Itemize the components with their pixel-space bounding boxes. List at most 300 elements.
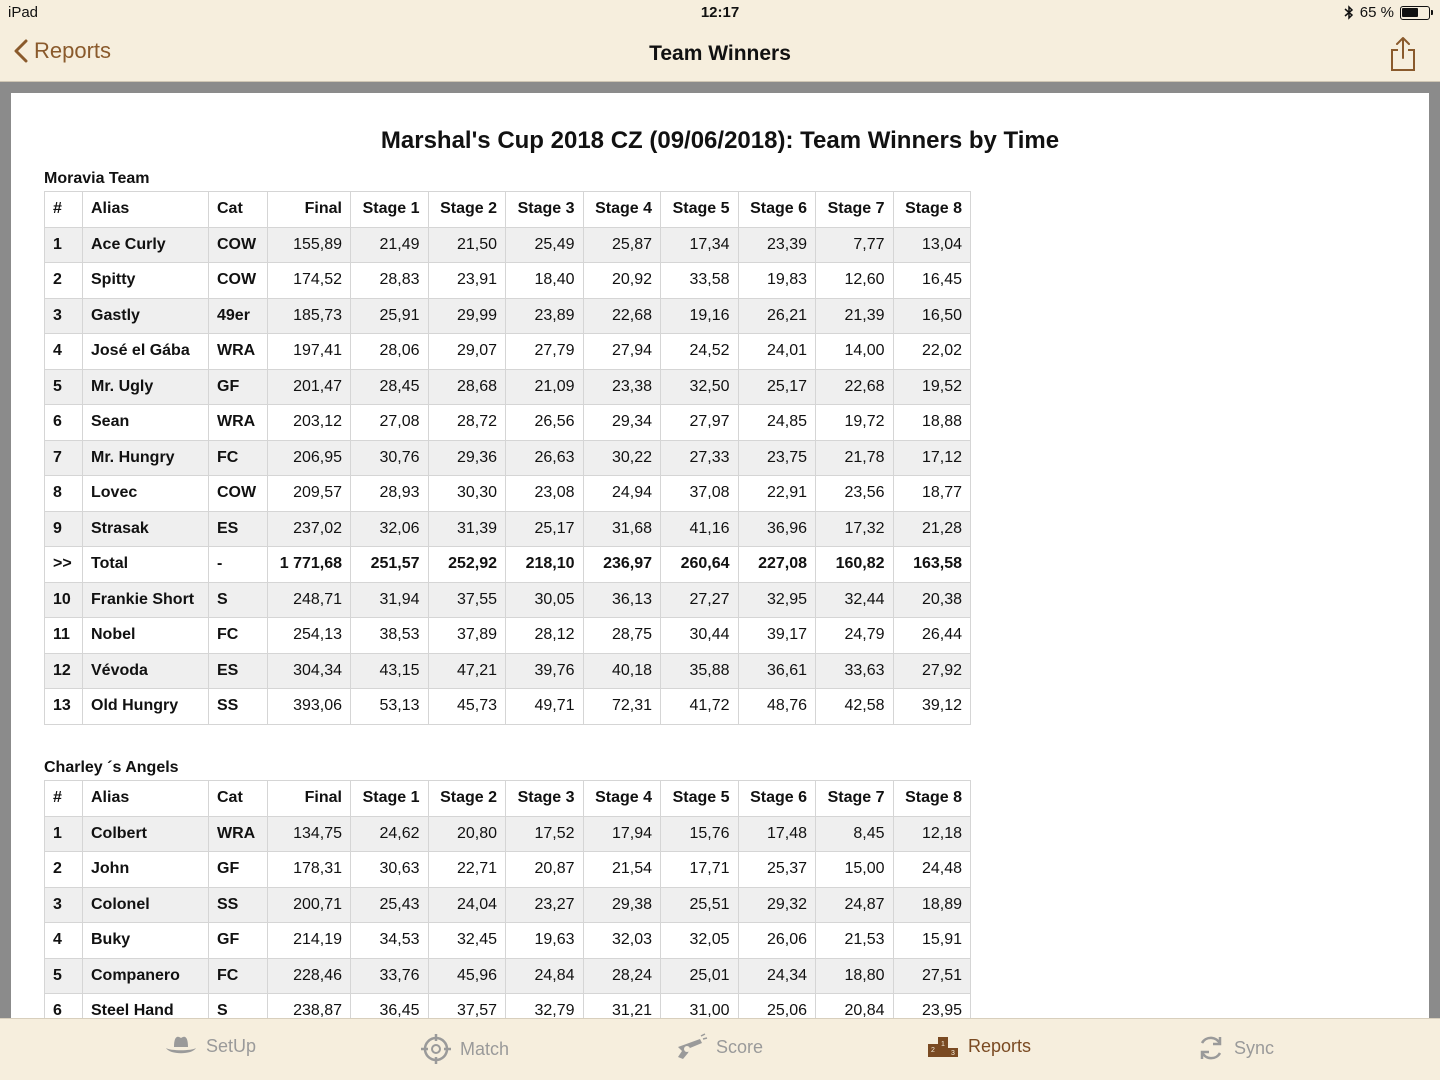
table-row <box>45 227 971 263</box>
table-cell: 28,45 <box>351 369 429 405</box>
column-header: Final <box>268 192 351 228</box>
table-cell: 26,06 <box>738 923 816 959</box>
team-table <box>44 780 971 1018</box>
table-cell: 20,92 <box>583 263 661 299</box>
table-row <box>45 440 971 476</box>
table-cell: 201,47 <box>268 369 351 405</box>
table-cell: 21,53 <box>816 923 894 959</box>
table-cell: 27,27 <box>661 582 739 618</box>
column-header: # <box>45 192 83 228</box>
table-cell: GF <box>209 852 268 888</box>
column-header: Stage 1 <box>351 781 429 817</box>
table-cell: 31,21 <box>583 994 661 1019</box>
table-cell: Frankie Short <box>83 582 209 618</box>
table-cell: 18,89 <box>893 887 971 923</box>
table-cell: 32,05 <box>661 923 739 959</box>
table-cell: 23,89 <box>506 298 584 334</box>
column-header: Stage 1 <box>351 192 429 228</box>
table-cell: 15,91 <box>893 923 971 959</box>
table-cell: 20,87 <box>506 852 584 888</box>
table-cell: 72,31 <box>583 689 661 725</box>
table-cell: 43,15 <box>351 653 429 689</box>
table-cell: 31,39 <box>428 511 506 547</box>
table-cell: 27,97 <box>661 405 739 441</box>
table-cell: 32,50 <box>661 369 739 405</box>
table-cell: 203,12 <box>268 405 351 441</box>
table-cell: 32,03 <box>583 923 661 959</box>
table-cell: 218,10 <box>506 547 584 583</box>
table-cell: 30,30 <box>428 476 506 512</box>
table-cell: - <box>209 547 268 583</box>
table-cell: 18,40 <box>506 263 584 299</box>
hat-icon <box>164 1033 198 1059</box>
table-cell: 260,64 <box>661 547 739 583</box>
table-cell: COW <box>209 263 268 299</box>
table-cell: 13 <box>45 689 83 725</box>
tab-setup[interactable] <box>164 1033 256 1059</box>
table-cell: 185,73 <box>268 298 351 334</box>
table-cell: 25,06 <box>738 994 816 1019</box>
table-cell: 26,56 <box>506 405 584 441</box>
table-cell: 49,71 <box>506 689 584 725</box>
table-cell: 228,46 <box>268 958 351 994</box>
table-cell: FC <box>209 958 268 994</box>
table-cell: 17,52 <box>506 816 584 852</box>
column-header: Alias <box>83 192 209 228</box>
navigation-bar <box>0 28 1440 82</box>
table-cell: 39,12 <box>893 689 971 725</box>
table-cell: 33,58 <box>661 263 739 299</box>
table-cell: 19,16 <box>661 298 739 334</box>
table-cell: 304,34 <box>268 653 351 689</box>
team-name: Charley ´s Angels <box>44 759 179 776</box>
table-cell: GF <box>209 369 268 405</box>
table-cell: 20,80 <box>428 816 506 852</box>
table-cell: ES <box>209 511 268 547</box>
table-cell: Nobel <box>83 618 209 654</box>
column-header: Stage 5 <box>661 781 739 817</box>
table-cell: WRA <box>209 405 268 441</box>
table-cell: 45,96 <box>428 958 506 994</box>
table-cell: 39,76 <box>506 653 584 689</box>
table-cell: 17,34 <box>661 227 739 263</box>
column-header: Alias <box>83 781 209 817</box>
tab-label: Score <box>716 1036 764 1057</box>
table-cell: 30,44 <box>661 618 739 654</box>
table-cell: 37,08 <box>661 476 739 512</box>
table-cell: 6 <box>45 405 83 441</box>
table-cell: 34,53 <box>351 923 429 959</box>
table-cell: 21,50 <box>428 227 506 263</box>
table-cell: 155,89 <box>268 227 351 263</box>
table-cell: 36,13 <box>583 582 661 618</box>
table-cell: 24,87 <box>816 887 894 923</box>
table-cell: 28,75 <box>583 618 661 654</box>
table-cell: José el Gába <box>83 334 209 370</box>
table-cell: 32,45 <box>428 923 506 959</box>
tab-sync[interactable] <box>1196 1033 1274 1063</box>
table-cell: 30,76 <box>351 440 429 476</box>
table-cell: 12 <box>45 653 83 689</box>
table-cell: 24,52 <box>661 334 739 370</box>
table-cell: 5 <box>45 958 83 994</box>
table-cell: 2 <box>45 852 83 888</box>
table-cell: 26,63 <box>506 440 584 476</box>
table-row <box>45 653 971 689</box>
table-cell: 25,37 <box>738 852 816 888</box>
table-cell: 29,07 <box>428 334 506 370</box>
table-cell: 11 <box>45 618 83 654</box>
table-cell: FC <box>209 618 268 654</box>
column-header: # <box>45 781 83 817</box>
table-cell: 28,83 <box>351 263 429 299</box>
column-header: Stage 6 <box>738 192 816 228</box>
table-cell: 27,92 <box>893 653 971 689</box>
table-cell: 254,13 <box>268 618 351 654</box>
svg-text:2: 2 <box>931 1047 935 1054</box>
table-cell: 5 <box>45 369 83 405</box>
table-cell: 23,08 <box>506 476 584 512</box>
revolver-icon <box>674 1033 708 1061</box>
table-cell: 3 <box>45 887 83 923</box>
table-header-row <box>45 781 971 817</box>
table-cell: 2 <box>45 263 83 299</box>
table-cell: 30,22 <box>583 440 661 476</box>
table-cell: Lovec <box>83 476 209 512</box>
battery-icon <box>1400 6 1430 20</box>
target-icon <box>420 1033 452 1065</box>
table-cell: 20,84 <box>816 994 894 1019</box>
table-row <box>45 476 971 512</box>
column-header: Stage 8 <box>893 781 971 817</box>
table-row <box>45 369 971 405</box>
table-cell: 29,38 <box>583 887 661 923</box>
table-cell: 29,32 <box>738 887 816 923</box>
table-cell: 24,84 <box>506 958 584 994</box>
table-cell: 27,94 <box>583 334 661 370</box>
table-cell: 23,95 <box>893 994 971 1019</box>
table-cell: 17,12 <box>893 440 971 476</box>
table-cell: 31,00 <box>661 994 739 1019</box>
table-cell: 41,16 <box>661 511 739 547</box>
table-cell: 15,76 <box>661 816 739 852</box>
table-cell: Steel Hand <box>83 994 209 1019</box>
table-cell: Colonel <box>83 887 209 923</box>
table-cell: 45,73 <box>428 689 506 725</box>
column-header: Stage 4 <box>583 781 661 817</box>
table-cell: 30,05 <box>506 582 584 618</box>
table-cell: 1 771,68 <box>268 547 351 583</box>
column-header: Stage 5 <box>661 192 739 228</box>
column-header: Stage 3 <box>506 781 584 817</box>
table-cell: 28,06 <box>351 334 429 370</box>
table-cell: 14,00 <box>816 334 894 370</box>
table-cell: 17,32 <box>816 511 894 547</box>
table-row <box>45 263 971 299</box>
status-indicators <box>1344 4 1430 21</box>
table-cell: 24,85 <box>738 405 816 441</box>
table-cell: 9 <box>45 511 83 547</box>
tab-match[interactable] <box>420 1033 509 1065</box>
table-cell: 33,76 <box>351 958 429 994</box>
table-cell: 18,77 <box>893 476 971 512</box>
table-cell: Colbert <box>83 816 209 852</box>
table-cell: 19,63 <box>506 923 584 959</box>
table-cell: John <box>83 852 209 888</box>
table-cell: 227,08 <box>738 547 816 583</box>
table-cell: 26,21 <box>738 298 816 334</box>
tab-reports[interactable] <box>926 1033 1031 1059</box>
table-cell: 21,49 <box>351 227 429 263</box>
table-row <box>45 923 971 959</box>
table-cell: Mr. Ugly <box>83 369 209 405</box>
table-row <box>45 298 971 334</box>
table-cell: 1 <box>45 816 83 852</box>
table-cell: 23,75 <box>738 440 816 476</box>
table-cell: 23,91 <box>428 263 506 299</box>
table-row <box>45 689 971 725</box>
table-cell: 15,00 <box>816 852 894 888</box>
table-cell: 32,44 <box>816 582 894 618</box>
table-cell: 25,87 <box>583 227 661 263</box>
table-cell: 36,96 <box>738 511 816 547</box>
table-cell: 16,50 <box>893 298 971 334</box>
table-cell: 23,27 <box>506 887 584 923</box>
table-cell: 21,39 <box>816 298 894 334</box>
tab-label: SetUp <box>206 1035 257 1056</box>
table-cell: S <box>209 582 268 618</box>
table-cell: COW <box>209 476 268 512</box>
podium-icon <box>926 1033 960 1059</box>
table-cell: 32,79 <box>506 994 584 1019</box>
table-cell: 17,48 <box>738 816 816 852</box>
column-header: Cat <box>209 192 268 228</box>
table-cell: ES <box>209 653 268 689</box>
svg-text:3: 3 <box>951 1050 955 1057</box>
table-cell: 21,09 <box>506 369 584 405</box>
table-cell: WRA <box>209 816 268 852</box>
table-cell: 252,92 <box>428 547 506 583</box>
table-cell: 25,17 <box>506 511 584 547</box>
table-cell: 214,19 <box>268 923 351 959</box>
table-row <box>45 994 971 1019</box>
table-cell: Sean <box>83 405 209 441</box>
table-cell: 38,53 <box>351 618 429 654</box>
table-cell: WRA <box>209 334 268 370</box>
table-cell: Companero <box>83 958 209 994</box>
table-cell: 25,51 <box>661 887 739 923</box>
column-header: Stage 7 <box>816 192 894 228</box>
table-cell: 4 <box>45 334 83 370</box>
share-button[interactable] <box>1388 36 1418 72</box>
table-cell: 200,71 <box>268 887 351 923</box>
table-row <box>45 334 971 370</box>
table-cell: 53,13 <box>351 689 429 725</box>
table-cell: Vévoda <box>83 653 209 689</box>
column-header: Stage 2 <box>428 192 506 228</box>
table-cell: 1 <box>45 227 83 263</box>
table-cell: 7 <box>45 440 83 476</box>
table-row <box>45 958 971 994</box>
table-cell: 22,02 <box>893 334 971 370</box>
table-cell: 48,76 <box>738 689 816 725</box>
table-cell: 29,36 <box>428 440 506 476</box>
tab-label: Sync <box>1234 1037 1275 1058</box>
team-name: Moravia Team <box>44 170 150 187</box>
table-cell: COW <box>209 227 268 263</box>
table-cell: 236,97 <box>583 547 661 583</box>
table-cell: 19,83 <box>738 263 816 299</box>
table-cell: 29,34 <box>583 405 661 441</box>
table-cell: 8 <box>45 476 83 512</box>
table-cell: 25,49 <box>506 227 584 263</box>
table-cell: 31,94 <box>351 582 429 618</box>
tab-bar <box>0 1018 1440 1080</box>
table-cell: S <box>209 994 268 1019</box>
table-cell: 36,61 <box>738 653 816 689</box>
page-title: Team Winners <box>649 42 791 65</box>
table-cell: 18,88 <box>893 405 971 441</box>
table-cell: 16,45 <box>893 263 971 299</box>
total-row <box>45 547 971 583</box>
table-cell: 24,94 <box>583 476 661 512</box>
table-cell: 13,04 <box>893 227 971 263</box>
table-cell: 4 <box>45 923 83 959</box>
tab-label: Match <box>460 1038 510 1059</box>
table-cell: Ace Curly <box>83 227 209 263</box>
table-cell: 22,68 <box>583 298 661 334</box>
table-cell: 24,62 <box>351 816 429 852</box>
table-cell: 42,58 <box>816 689 894 725</box>
table-cell: 12,18 <box>893 816 971 852</box>
table-cell: 17,94 <box>583 816 661 852</box>
table-cell: Total <box>83 547 209 583</box>
table-cell: 36,45 <box>351 994 429 1019</box>
table-cell: 238,87 <box>268 994 351 1019</box>
table-row <box>45 887 971 923</box>
table-cell: Gastly <box>83 298 209 334</box>
column-header: Stage 7 <box>816 781 894 817</box>
table-cell: 20,38 <box>893 582 971 618</box>
table-row <box>45 405 971 441</box>
table-cell: 28,68 <box>428 369 506 405</box>
table-cell: 3 <box>45 298 83 334</box>
table-row <box>45 511 971 547</box>
table-cell: SS <box>209 689 268 725</box>
table-cell: 31,68 <box>583 511 661 547</box>
column-header: Stage 8 <box>893 192 971 228</box>
table-cell: FC <box>209 440 268 476</box>
table-cell: 49er <box>209 298 268 334</box>
table-cell: 24,01 <box>738 334 816 370</box>
table-cell: 33,63 <box>816 653 894 689</box>
column-header: Stage 3 <box>506 192 584 228</box>
table-cell: 134,75 <box>268 816 351 852</box>
table-cell: 17,71 <box>661 852 739 888</box>
table-cell: 18,80 <box>816 958 894 994</box>
bluetooth-icon <box>1344 5 1354 20</box>
table-cell: 23,39 <box>738 227 816 263</box>
svg-text:1: 1 <box>941 1041 945 1048</box>
sync-icon <box>1196 1033 1226 1063</box>
table-cell: 30,63 <box>351 852 429 888</box>
table-cell: 24,48 <box>893 852 971 888</box>
table-cell: 27,79 <box>506 334 584 370</box>
table-cell: 163,58 <box>893 547 971 583</box>
table-cell: 22,71 <box>428 852 506 888</box>
table-cell: 37,89 <box>428 618 506 654</box>
table-cell: 40,18 <box>583 653 661 689</box>
table-cell: 237,02 <box>268 511 351 547</box>
table-cell: 8,45 <box>816 816 894 852</box>
table-cell: 28,24 <box>583 958 661 994</box>
table-cell: 22,68 <box>816 369 894 405</box>
table-cell: 37,55 <box>428 582 506 618</box>
table-cell: 47,21 <box>428 653 506 689</box>
tab-label: Reports <box>968 1035 1032 1056</box>
table-row <box>45 852 971 888</box>
tab-score[interactable] <box>674 1033 763 1061</box>
table-cell: 29,99 <box>428 298 506 334</box>
column-header: Stage 4 <box>583 192 661 228</box>
table-cell: >> <box>45 547 83 583</box>
table-cell: 393,06 <box>268 689 351 725</box>
battery-percent: 65 % <box>1359 4 1394 21</box>
column-header: Stage 6 <box>738 781 816 817</box>
table-cell: GF <box>209 923 268 959</box>
table-cell: Mr. Hungry <box>83 440 209 476</box>
table-cell: 22,91 <box>738 476 816 512</box>
table-cell: Spitty <box>83 263 209 299</box>
table-cell: 25,01 <box>661 958 739 994</box>
table-cell: 19,52 <box>893 369 971 405</box>
table-cell: 27,08 <box>351 405 429 441</box>
table-cell: 21,54 <box>583 852 661 888</box>
table-cell: Buky <box>83 923 209 959</box>
back-label: Reports <box>34 38 112 63</box>
table-cell: 24,79 <box>816 618 894 654</box>
table-cell: 39,17 <box>738 618 816 654</box>
table-cell: 28,93 <box>351 476 429 512</box>
column-header: Cat <box>209 781 268 817</box>
table-row <box>45 618 971 654</box>
table-cell: 19,72 <box>816 405 894 441</box>
report-title: Marshal's Cup 2018 CZ (09/06/2018): Team Winners by Time <box>380 127 1060 154</box>
table-cell: 37,57 <box>428 994 506 1019</box>
table-cell: 209,57 <box>268 476 351 512</box>
table-cell: 27,51 <box>893 958 971 994</box>
table-row <box>45 582 971 618</box>
table-cell: 32,95 <box>738 582 816 618</box>
table-cell: 35,88 <box>661 653 739 689</box>
table-cell: 174,52 <box>268 263 351 299</box>
table-cell: 251,57 <box>351 547 429 583</box>
table-cell: 25,91 <box>351 298 429 334</box>
table-cell: 197,41 <box>268 334 351 370</box>
table-cell: 6 <box>45 994 83 1019</box>
table-cell: 7,77 <box>816 227 894 263</box>
table-cell: 23,56 <box>816 476 894 512</box>
report-document[interactable] <box>11 93 1429 1018</box>
table-cell: SS <box>209 887 268 923</box>
table-cell: Strasak <box>83 511 209 547</box>
table-cell: Old Hungry <box>83 689 209 725</box>
table-header-row <box>45 192 971 228</box>
column-header: Stage 2 <box>428 781 506 817</box>
table-cell: 10 <box>45 582 83 618</box>
share-icon <box>1388 36 1418 72</box>
table-cell: 24,34 <box>738 958 816 994</box>
